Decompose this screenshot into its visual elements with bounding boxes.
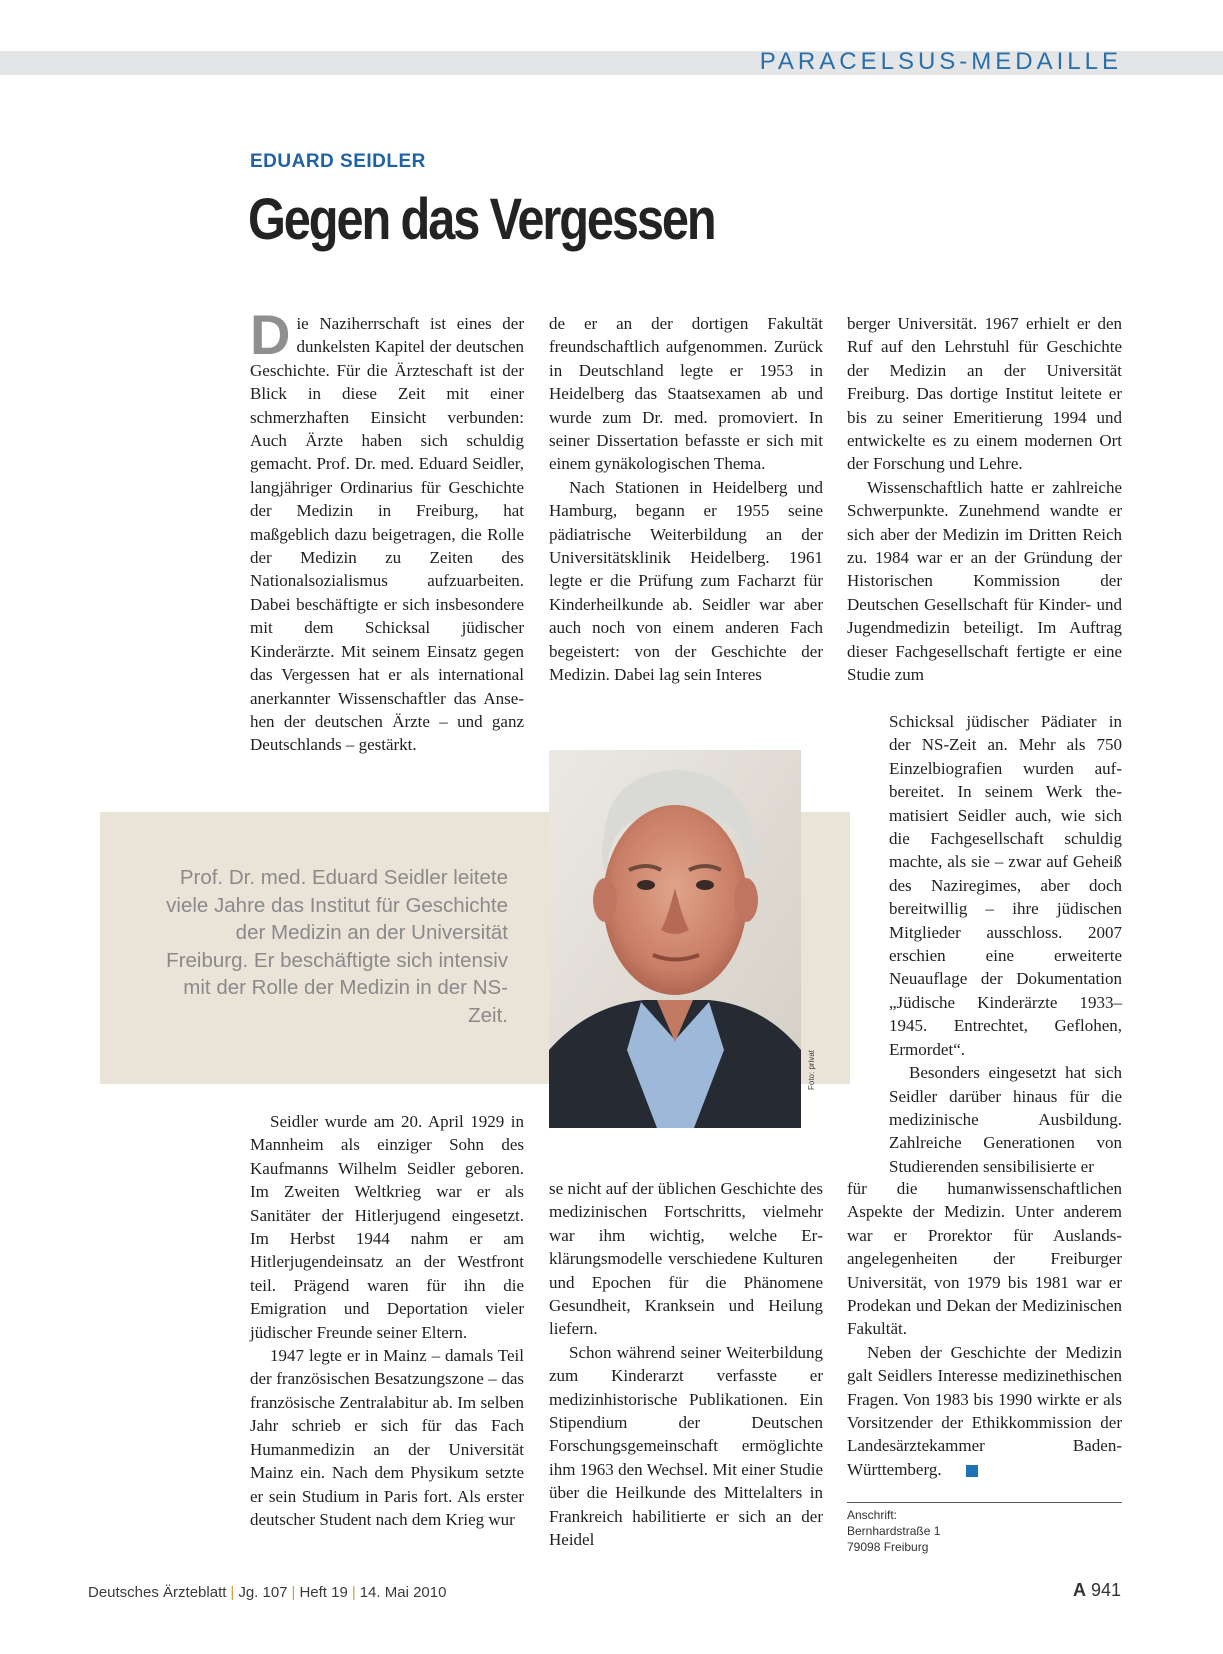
column-2-top — [549, 312, 823, 687]
paragraph: Schicksal jüdischer Pädiater in der NS-Zeit an. Mehr als 750 Einzelbiografien wurden aufbereitet. In seinem Werk thematisiert Seidler auch, wie sich die Fachgesellschaft schuldig machte, als sie – zwar auf Geheiß des Naziregimes, aber doch bereitwillig – ihre jüdischen Mitglieder ausschloss. 2007 erschien eine erweiterte Neuauflage der Dokumentation „Jüdische Kinderärzte 1933–1945. Entrechtet, Geflohen, Ermordet“. — [889, 712, 1122, 1059]
page-number — [1073, 1580, 1121, 1601]
page-prefix: A — [1072, 1580, 1086, 1600]
photo-credit: Foto: privat — [807, 1049, 816, 1090]
paragraph: de er an der dortigen Fakultät freundschaftlich aufgenommen. Zurück in Deutschland legte er 1953 in Heidelberg das Staatsexamen ab und wurde zum Dr. med. promoviert. In seiner Dissertation befasste er sich mit einem gynäkologischen Thema. — [549, 314, 823, 474]
section-label: PARACELSUS-MEDAILLE — [759, 48, 1122, 75]
footer-separator: | — [351, 1584, 356, 1601]
paragraph: Wissenschaftlich hatte er zahlreiche Schwerpunkte. Zunehmend wandte er sich aber der Medizin im Dritten Reich zu. 1984 war er an der Gründung der Historischen Kommission der Deutschen Gesellschaft für Kinder- und Jugendmedizin beteiligt. Im Auftrag dieser Fachgesellschaft fertigte er eine Studie zum — [847, 477, 1122, 685]
page-number-value: 941 — [1090, 1580, 1121, 1600]
closing-text: Neben der Geschichte der Medizin galt Seidlers Interesse medizinethischen Fragen. Von 1983 bis 1990 wirkte er als Vorsitzender der Ethikkommission der Landesärztekammer Baden-Württemberg. — [847, 1342, 1122, 1479]
address-street: Bernhardstraße 1 — [847, 1524, 941, 1538]
intro-text: ie Naziherrschaft ist eines der dunkelsten Kapitel der deutschen Geschichte. Für die Ärzteschaft ist der Blick in diese Zeit mit einer schmerzhaften Einsicht verbunden: Auch Ärzte haben sich schuldig gemacht. Prof. Dr. med. Eduard Seidler, langjähriger Ordinarius für Geschichte der Medizin in Freiburg, hat maßgeblich dazu beigetragen, die Rolle der Medizin zu Zeiten des Nationalsozialismus aufzuarbeiten. Dabei beschäftigte er sich insbesondere mit dem Schicksal jüdischer Kinderärzte. Mit seinem Einsatz gegen das Vergessen hat er als international anerkannter Wissenschaftler das Ansehen der deutschen Ärzte – und ganz Deutschlands – gestärkt. — [250, 314, 524, 755]
footer-separator: | — [230, 1584, 235, 1601]
end-of-article-mark — [966, 1465, 978, 1477]
paragraph — [847, 1341, 1122, 1481]
footer-separator: | — [291, 1584, 296, 1601]
column-1-intro — [250, 303, 524, 757]
paragraph: berger Universität. 1967 erhielt er den Ruf auf den Lehrstuhl für Geschichte der Medizin an der Universität Freiburg. Das dortige Institut leitete er bis zu seiner Emeritierung 1994 und entwickelte es zu einem modernen Ort der Forschung und Lehre. — [847, 314, 1122, 474]
column-3-bottom — [847, 1177, 1122, 1481]
portrait-photo — [549, 750, 801, 1128]
dropcap: D — [250, 303, 291, 366]
column-3-top — [847, 312, 1122, 687]
author-address — [847, 1507, 940, 1555]
pull-quote: Prof. Dr. med. Eduard Seidler leitete viele Jahre das Institut für Geschichte der Medizin an der Universität Freiburg. Er beschäftigte sich intensiv mit der Rolle der Medizin in der NS-Zeit. — [166, 866, 508, 1027]
paragraph: Seidler wurde am 20. April 1929 in Mannheim als einziger Sohn des Kaufmanns Wilhelm Seidler geboren. Im Zweiten Weltkrieg war er als Sanitäter der Hitlerjugend eingesetzt. Im Herbst 1944 nahm er am Hitlerjugendeinsatz an der Westfront teil. Prägend waren für ihn die Emigration und Deportation vieler jüdischer Freunde seiner Eltern. — [250, 1112, 524, 1342]
paragraph: se nicht auf der üblichen Geschichte des medizinischen Fortschritts, vielmehr war ihm wichtig, welche Erklärungsmodelle verschiedene Kulturen und Epochen für die Phänomene Gesundheit, Kranksein und Heilung liefern. — [549, 1179, 823, 1339]
paragraph: Schon während seiner Weiterbildung zum Kinderarzt verfasste er medizinhistorische Publikationen. Ein Stipendium der Deutschen Forschungsgemeinschaft ermöglichte ihm 1963 den Wechsel. Mit einer Studie über die Heilkunde des Mittelalters in Frankreich habilitierte er sich an der Heidel — [549, 1342, 823, 1550]
column-2-bottom — [549, 1177, 823, 1552]
issue-date: 14. Mai 2010 — [359, 1584, 447, 1601]
article-kicker: EDUARD SEIDLER — [250, 151, 426, 172]
journal-issue: Heft 19 — [299, 1584, 348, 1601]
intro-paragraph — [250, 303, 524, 757]
address-rule — [847, 1502, 1122, 1503]
address-label: Anschrift: — [847, 1508, 898, 1522]
journal-volume: Jg. 107 — [238, 1584, 288, 1601]
column-3-narrow — [889, 710, 1122, 1178]
journal-name: Deutsches Ärzteblatt — [88, 1584, 227, 1601]
paragraph: Nach Stationen in Heidelberg und Hamburg, begann er 1955 seine pädiatrische Weiterbildung an der Universitätsklinik Heidelberg. 1961 legte er die Prüfung zum Facharzt für Kinderheilkunde ab. Seidler war aber auch noch von einem anderen Fach begeistert: von der Geschichte der Medizin. Dabei lag sein Interes — [549, 477, 823, 685]
paragraph: Besonders eingesetzt hat sich Seidler darüber hinaus für die medizinische Ausbildung. Zahlreiche Generationen von Studierenden sensibilisierte er — [889, 1063, 1122, 1176]
column-1-body — [250, 1110, 524, 1531]
page-footer — [88, 1584, 446, 1601]
paragraph: 1947 legte er in Mainz – damals Teil der französischen Besatzungszone – das französische Zentralabitur ab. Im selben Jahr schrieb er sich für das Fach Humanmedizin an der Universität Mainz ein. Nach dem Physikum setzte er sein Studium in Paris fort. Als erster deutscher Student nach dem Krieg wur — [250, 1346, 524, 1529]
paragraph: für die humanwissenschaftlichen Aspekte der Medizin. Unter anderem war er Prorektor für Auslandsangelegenheiten der Freiburger Universität, von 1979 bis 1981 war er Prodekan und Dekan der Medizinischen Fakultät. — [847, 1179, 1122, 1339]
address-city: 79098 Freiburg — [847, 1540, 929, 1554]
article-headline: Gegen das Vergessen — [248, 187, 715, 252]
